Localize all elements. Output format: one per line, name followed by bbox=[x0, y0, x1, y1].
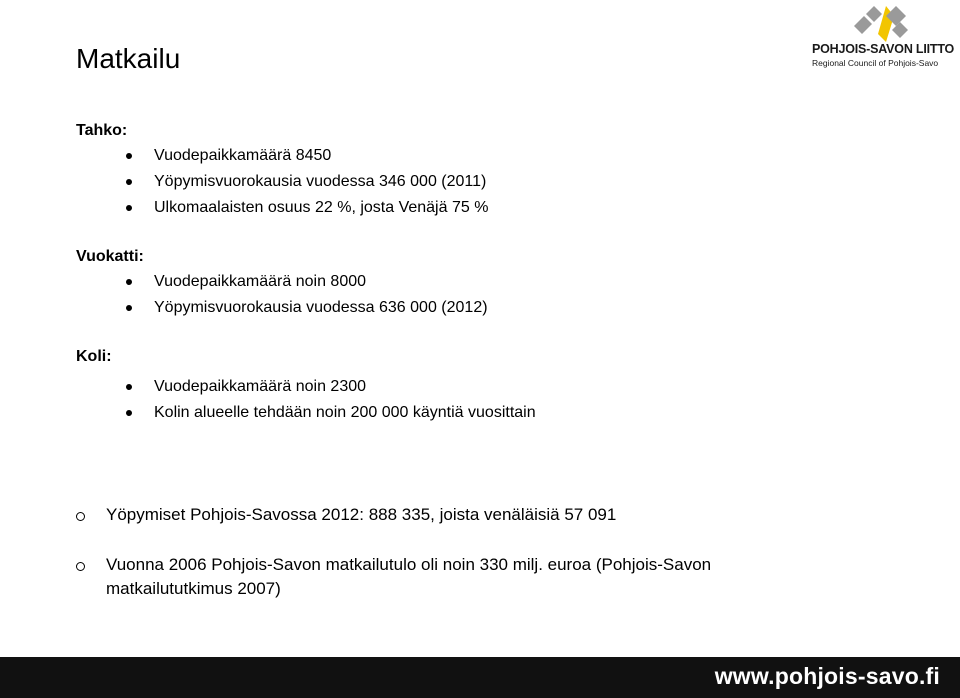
list-item bbox=[76, 195, 876, 221]
list-item bbox=[76, 269, 876, 295]
bullet-icon bbox=[126, 384, 132, 390]
bullet-icon bbox=[126, 305, 132, 311]
circle-bullet-icon bbox=[76, 562, 85, 571]
bullet-icon bbox=[126, 279, 132, 285]
logo-name: POHJOIS-SAVON LIITTO bbox=[812, 42, 955, 56]
section-heading: Koli: bbox=[76, 348, 112, 365]
section-koli bbox=[76, 345, 876, 426]
list-item bbox=[76, 169, 876, 195]
bullet-icon bbox=[126, 410, 132, 416]
bullet-list bbox=[76, 374, 876, 426]
note-text: Yöpymiset Pohjois-Savossa 2012: 888 335, joista venäläisiä 57 091 bbox=[106, 505, 617, 524]
note-2 bbox=[76, 553, 756, 601]
page-title: Matkailu bbox=[76, 43, 181, 74]
logo-subtitle: Regional Council of Pohjois-Savo bbox=[812, 58, 939, 68]
list-item-text: Yöpymisvuorokausia vuodessa 346 000 (2011) bbox=[154, 173, 487, 190]
note-1 bbox=[76, 503, 876, 527]
bullet-list bbox=[76, 143, 876, 221]
note-text: Vuonna 2006 Pohjois-Savon matkailutulo oli noin 330 milj. euroa (Pohjois-Savon matkailututkimus 2007) bbox=[106, 555, 712, 598]
list-item bbox=[76, 503, 876, 527]
section-vuokatti bbox=[76, 245, 876, 321]
list-item-text: Vuodepaikkamäärä 8450 bbox=[154, 147, 332, 164]
bullet-icon bbox=[126, 179, 132, 185]
footer-bar bbox=[0, 657, 960, 698]
logo bbox=[808, 4, 955, 72]
section-tahko bbox=[76, 119, 876, 221]
list-item-text: Yöpymisvuorokausia vuodessa 636 000 (2012) bbox=[154, 299, 488, 316]
pohjois-savo-logo-mark-icon bbox=[852, 4, 908, 44]
section-heading: Vuokatti: bbox=[76, 248, 144, 265]
footer-url: www.pohjois-savo.fi bbox=[714, 663, 940, 689]
list-item bbox=[76, 374, 876, 400]
bullet-list bbox=[76, 269, 876, 321]
section-heading: Tahko: bbox=[76, 122, 128, 139]
list-item-text: Vuodepaikkamäärä noin 8000 bbox=[154, 273, 367, 290]
list-item-text: Vuodepaikkamäärä noin 2300 bbox=[154, 378, 367, 395]
bullet-icon bbox=[126, 205, 132, 211]
circle-bullet-icon bbox=[76, 512, 85, 521]
list-item bbox=[76, 553, 756, 601]
list-item bbox=[76, 400, 876, 426]
list-item-text: Kolin alueelle tehdään noin 200 000 käyntiä vuosittain bbox=[154, 404, 536, 421]
list-item bbox=[76, 295, 876, 321]
list-item bbox=[76, 143, 876, 169]
bullet-icon bbox=[126, 153, 132, 159]
list-item-text: Ulkomaalaisten osuus 22 %, josta Venäjä 75 % bbox=[154, 199, 489, 216]
